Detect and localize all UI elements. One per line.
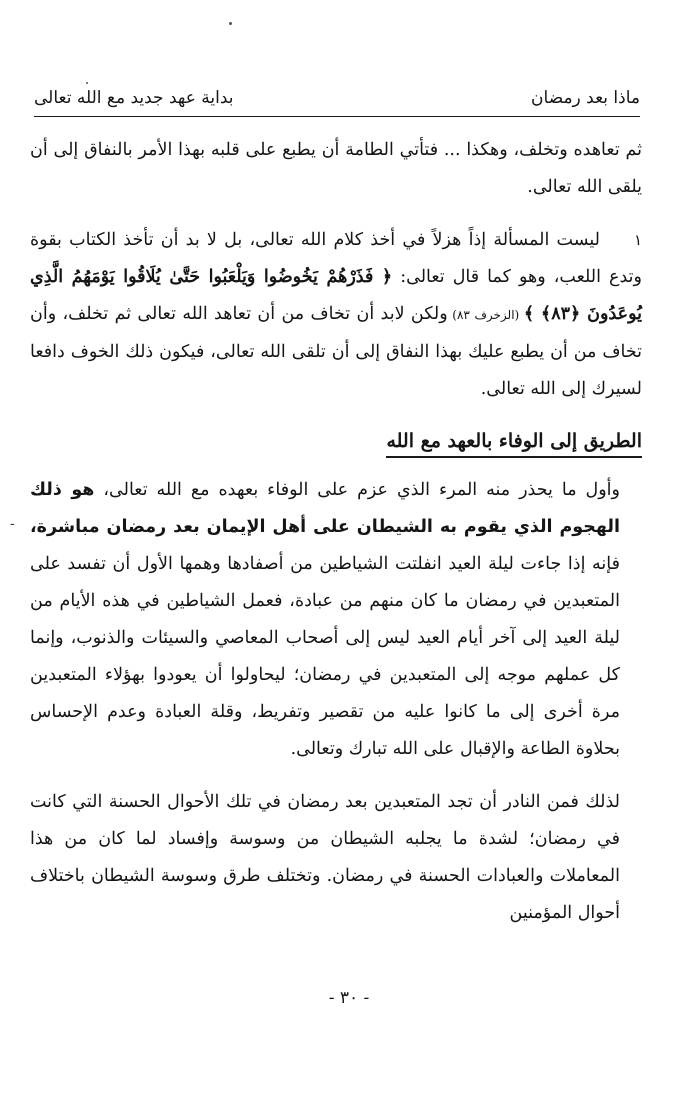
section-heading: الطريق إلى الوفاء بالعهد مع الله: [386, 426, 642, 458]
emphasized-text: هو ذلك الهجوم الذي يقوم به الشيطان على أهل الإيمان بعد رمضان مباشرة،: [30, 480, 620, 537]
paragraph-text: ليست المسألة إذاً هزلاً في أخذ كلام الله تعالى، بل لا بد أن تأخذ الكتاب بقوة وتدع اللعب، وهو كما قال تعالى:: [30, 230, 642, 287]
paragraph-text: فإنه إذا جاءت ليلة العيد انفلتت الشياطين من أصفادها وهمها الأول أن تفسد على المتعبدين في رمضان ما كان منهم من عبادة، فعمل الشياطين في هذه الأيام من ليلة العيد إلى آخر أيام العيد ليس إلى أصحاب المعاصي والسيئات والذنوب، وإنما كل عملهم موجه إلى المتعبدين في رمضان؛ ليحاولوا أن يعودوا بهؤلاء المتعبدين مرة أخرى إلى ما كانوا عليه من تقصير وتفريط، وقلة العبادة وعدم الإحساس بحلاوة الطاعة والإقبال على الله تبارك وتعالى.: [30, 554, 620, 759]
paragraph-commitment: [30, 222, 642, 408]
paragraph-rarity: لذلك فمن النادر أن تجد المتعبدين بعد رمضان في تلك الأحوال الحسنة التي كانت في رمضان؛ لشدة ما يجلبه الشيطان من وسوسة وإفساد لما كان من هذا المعاملات والعبادات الحسنة في رمضان. وتختلف طرق وسوسة الشيطان باختلاف أحوال المؤمنين: [30, 792, 620, 923]
verse-citation: (الزخرف ٨٣): [447, 308, 524, 322]
paragraph-satan-attack: [30, 472, 642, 768]
paragraph-text: ولكن لابد أن تخاف من أن تعاهد الله تعالى ثم تخلف، وأن تخاف من أن يطبع عليك بهذا النفاق إلى أن تلقى الله تعالى، فيكون ذلك الخوف دافعا لسيرك إلى الله تعالى.: [30, 304, 642, 399]
chapter-title: بداية عهد جديد مع الله تعالى: [34, 88, 234, 108]
footnote-marker: ١: [633, 231, 642, 249]
paragraph-text: وأول ما يحذر منه المرء الذي عزم على الوفاء بعهده مع الله تعالى،: [94, 480, 620, 500]
scan-speck: [229, 22, 232, 25]
book-title: ماذا بعد رمضان: [531, 88, 640, 108]
paragraph-continuation: ثم تعاهده وتخلف، وهكذا ... فتأتي الطامة أن يطبع على قلبه بهذا الأمر بالنفاق إلى أن يلقى الله تعالى.: [30, 140, 642, 197]
running-header: [34, 84, 640, 117]
margin-mark: -: [10, 516, 15, 532]
page-number: - ٣٠ -: [328, 988, 370, 1008]
body-text: [30, 132, 642, 932]
quran-verse: ﴿ فَذَرْهُمْ يَخُوضُوا وَيَلْعَبُوا حَتَّىٰ يُلَاقُوا يَوْمَهُمُ الَّذِي يُوعَدُونَ ﴿٨٣﴾ ﴾: [30, 267, 642, 324]
